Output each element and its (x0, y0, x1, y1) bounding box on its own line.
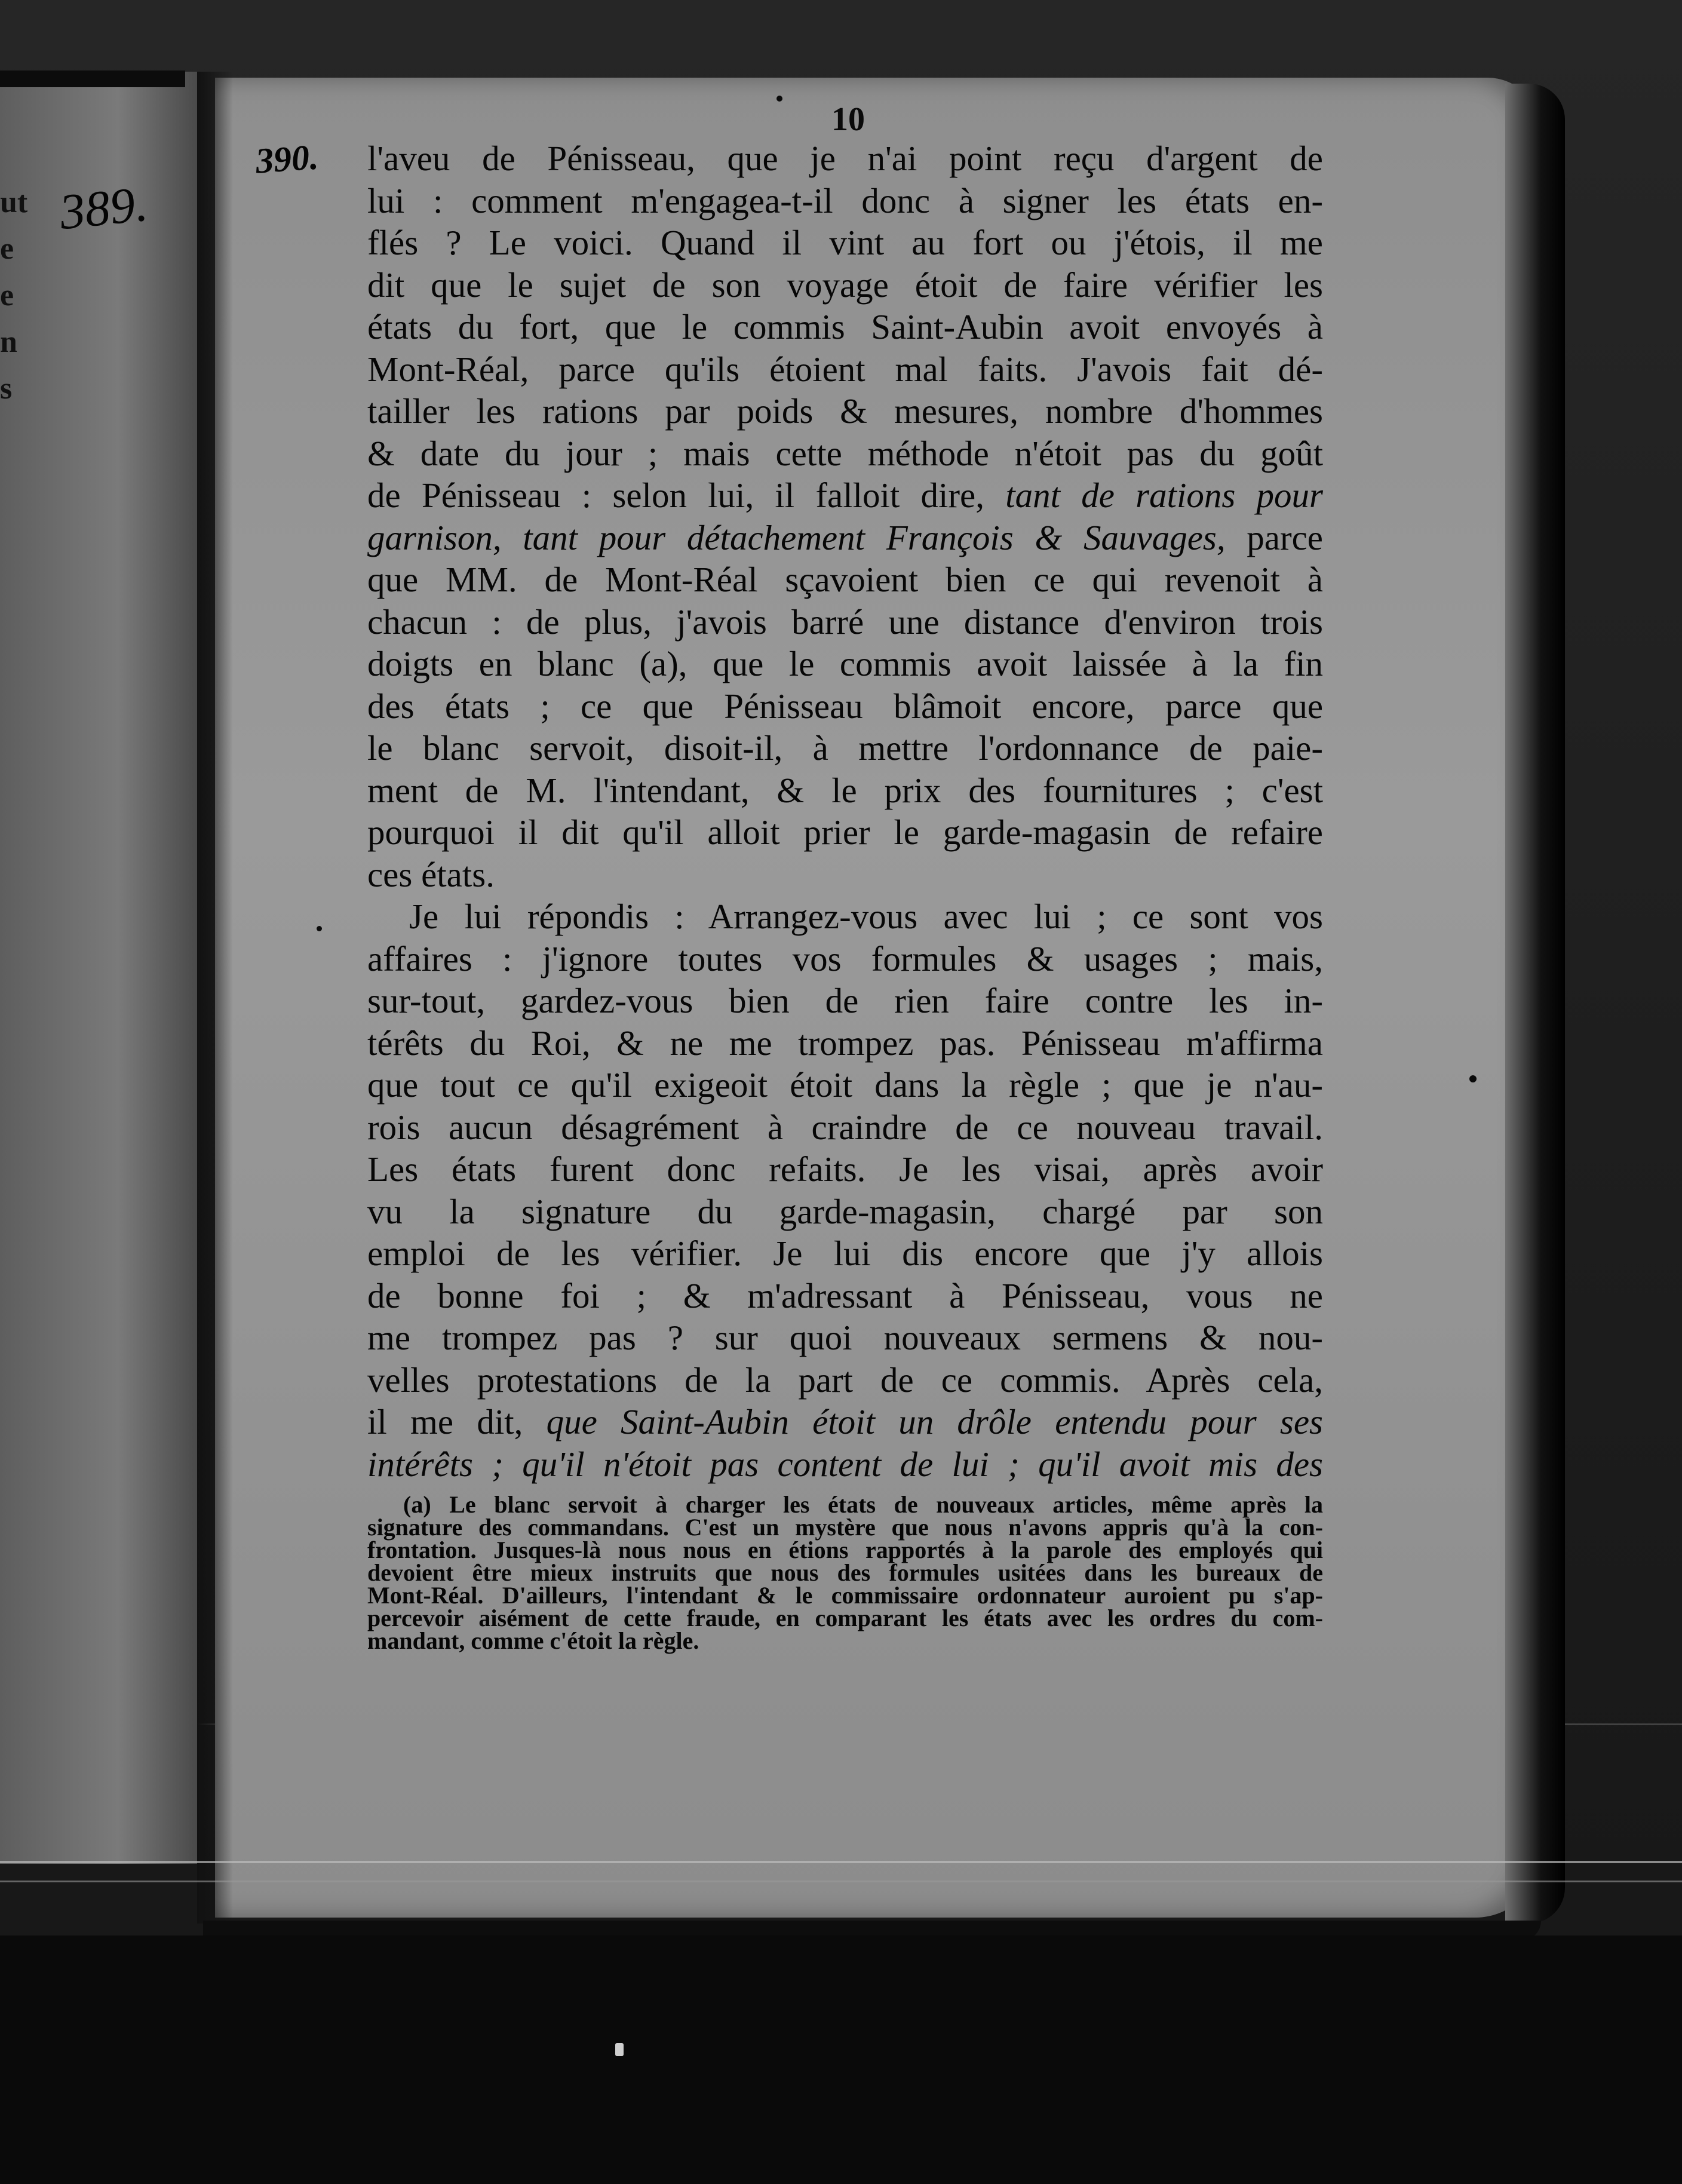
left-page-top-edge (0, 70, 185, 87)
text-line: doigts en blanc (a), que le commis avoit laissée à la fin (367, 644, 1323, 683)
footnote-line: signature des commandans. C'est un mystère que nous n'avons appris qu'à la con- (367, 1514, 1323, 1541)
left-facing-page (0, 72, 197, 1864)
italic-text-segment: tant de rations pour (1005, 476, 1323, 515)
dust-speck (776, 96, 782, 102)
text-line: me trompez pas ? sur quoi nouveaux sermens & nou- (367, 1318, 1323, 1357)
footnote-line: frontation. Jusques-là nous nous en étions rapportés à la parole des employés qui (367, 1536, 1323, 1563)
text-segment: de Pénisseau : selon lui, il falloit dire, (367, 476, 1006, 515)
fragment-line: ut (0, 185, 28, 219)
text-line: intérêts ; qu'il n'étoit pas content de lui ; qu'il avoit mis des (367, 1444, 1323, 1484)
text-line: chacun : de plus, j'avois barré une distance d'environ trois (367, 602, 1323, 642)
dust-speck (1469, 1075, 1477, 1082)
text-line: pourquoi il dit qu'il alloit prier le garde-magasin de refaire (367, 812, 1323, 852)
text-line: Je lui répondis : Arrangez-vous avec lui ; ce sont vos (409, 897, 1323, 936)
text-line: de bonne foi ; & m'adressant à Pénisseau, vous ne (367, 1275, 1323, 1315)
page-right-edge (1505, 84, 1565, 1924)
fragment-line: s (0, 372, 13, 406)
text-line: que MM. de Mont-Réal sçavoient bien ce qui revenoit à (367, 560, 1323, 599)
binding-shadow (197, 72, 233, 1924)
text-line: le blanc servoit, disoit-il, à mettre l'ordonnance de paie- (367, 728, 1323, 768)
text-line: & date du jour ; mais cette méthode n'étoit pas du goût (367, 433, 1323, 473)
text-line: emploi de les vérifier. Je lui dis encore que j'y allois (367, 1234, 1323, 1273)
left-page-text-fragment (0, 179, 28, 412)
text-segment: parce (1225, 517, 1323, 557)
text-line: dit que le sujet de son voyage étoit de faire vérifier les (367, 265, 1323, 305)
scan-line (0, 1881, 1682, 1882)
text-line: Mont-Réal, parce qu'ils étoient mal faits. J'avois fait dé- (367, 349, 1323, 389)
text-line: affaires : j'ignore toutes vos formules & usages ; mais, (367, 938, 1323, 978)
text-line: que tout ce qu'il exigeoit étoit dans la règle ; que je n'au- (367, 1065, 1323, 1105)
footnote-line: percevoir aisément de cette fraude, en comparant les états avec les ordres du com- (367, 1605, 1323, 1631)
text-line: térêts du Roi, & ne me trompez pas. Pénisseau m'affirma (367, 1023, 1323, 1063)
fragment-line: n (0, 325, 17, 359)
text-segment: il me dit, (367, 1402, 547, 1441)
footnote-line: (a) Le blanc servoit à charger les états de nouveaux articles, même après la (403, 1491, 1323, 1518)
dust-speck (615, 2043, 624, 2056)
scan-line (0, 1861, 1682, 1863)
footnote-line: mandant, comme c'étoit la règle. (367, 1627, 699, 1654)
text-line: ment de M. l'intendant, & le prix des fournitures ; c'est (367, 770, 1323, 810)
italic-text-segment: que Saint-Aubin étoit un drôle entendu pour ses (546, 1402, 1323, 1441)
scan-bottom-band (0, 1935, 1682, 2184)
fragment-line: e (0, 278, 14, 312)
text-line: sur-tout, gardez-vous bien de rien faire contre les in- (367, 981, 1323, 1020)
body-text (367, 137, 1323, 1485)
text-line: ces états. (367, 854, 495, 894)
footnote (367, 1493, 1323, 1652)
text-line (367, 1401, 1323, 1443)
footnote-line: Mont-Réal. D'ailleurs, l'intendant & le commissaire ordonnateur auroient pu s'ap- (367, 1582, 1323, 1609)
text-line: tailler les rations par poids & mesures, nombre d'hommes (367, 391, 1323, 431)
text-line (367, 517, 1323, 559)
page-number: 10 (831, 101, 865, 138)
italic-text-segment: garnison, tant pour détachement François & Sauvages, (367, 517, 1226, 557)
handwritten-margin-note: 389. (57, 176, 151, 241)
text-line: lui : comment m'engagea-t-il donc à signer les états en- (367, 180, 1323, 220)
text-line: des états ; ce que Pénisseau blâmoit encore, parce que (367, 686, 1323, 726)
handwritten-margin-note: 390. (254, 137, 320, 181)
text-line: rois aucun désagrément à craindre de ce nouveau travail. (367, 1107, 1323, 1147)
text-line: états du fort, que le commis Saint-Aubin avoit envoyés à (367, 307, 1323, 346)
text-line: Les états furent donc refaits. Je les visai, après avoir (367, 1149, 1323, 1189)
fragment-line: e (0, 232, 14, 266)
text-line: velles protestations de la part de ce commis. Après cela, (367, 1360, 1323, 1400)
text-line: flés ? Le voici. Quand il vint au fort ou j'étois, il me (367, 223, 1323, 262)
text-line: l'aveu de Pénisseau, que je n'ai point reçu d'argent de (367, 139, 1323, 178)
text-line (367, 474, 1323, 517)
dust-speck (317, 926, 322, 931)
text-line: vu la signature du garde-magasin, chargé par son (367, 1191, 1323, 1231)
footnote-line: devoient être mieux instruits que nous des formules usitées dans les bureaux de (367, 1559, 1323, 1586)
